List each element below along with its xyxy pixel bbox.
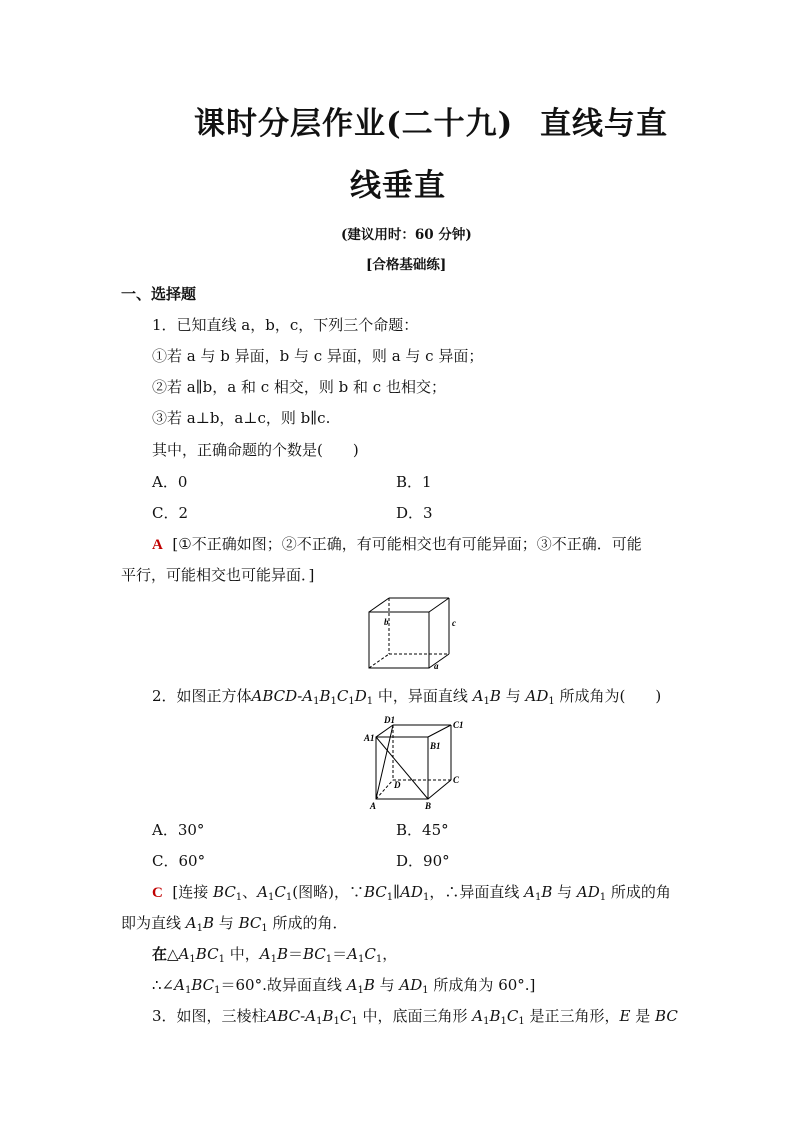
q2-explanation-line3: 在$\triangle A_1BC_1$ 中，$A_1B=BC_1=A_1C_1$， <box>152 945 398 965</box>
q2-explanation-line2: 即为直线 $A_1B$ 与 $BC_1$ 所成的角． <box>121 914 348 934</box>
q1-stem: 1．已知直线 a，b，c，下列三个命题： <box>152 316 419 334</box>
q3-stem: 3．如图，三棱柱ABC-$A_1B_1C_1$ 中，底面三角形 $A_1B_1C_1$ 是正三角形，E 是 BC <box>152 1007 678 1027</box>
page-title: 课时分层作业(二十九) <box>194 106 514 142</box>
q1-cube-figure <box>363 592 459 672</box>
label-D: D <box>394 780 401 790</box>
label-B: B <box>425 801 432 810</box>
label-A: A <box>370 801 377 810</box>
page-title-tail: 直线与直 <box>540 106 668 142</box>
q1-proposition-3: ③若 a⊥b，a⊥c，则 b∥c. <box>152 409 331 427</box>
q2-cube-figure <box>362 714 466 810</box>
q1-explanation-line2: 平行，可能相交也可能异面．] <box>121 566 315 584</box>
label-c: c <box>452 618 456 628</box>
q1-proposition-2: ②若 a∥b，a 和 c 相交，则 b 和 c 也相交； <box>152 378 446 396</box>
q2-explanation-line4: $\therefore\angle A_1BC_1=60^\circ$.故异面直线 $A_1B$ 与 $AD_1$ 所成角为 60°.] <box>152 976 536 996</box>
q2-explanation-line1: C [连接 $BC_1$、$A_1C_1$(图略)，$\because BC_1\parallel AD_1$，∴异面直线 $A_1B$ 与 $AD_1$ 所成的角 <box>152 883 671 903</box>
label-b: b <box>384 617 389 627</box>
practice-level: [合格基础练] <box>366 257 447 273</box>
label-a: a <box>434 661 439 671</box>
q2-option-d: D．90° <box>396 852 450 870</box>
q1-option-d: D．3 <box>396 504 433 522</box>
q2-answer: C <box>152 885 163 901</box>
q2-option-c: C．60° <box>152 852 206 870</box>
q2-stem: 2．如图正方体ABCD-$A_1B_1C_1D_1$ 中，异面直线 $A_1B$ 与 $AD_1$ 所成角为( ) <box>152 687 662 707</box>
section-heading: 一、选择题 <box>121 285 197 303</box>
q1-answer: A <box>152 537 163 553</box>
q2-option-a: A．30° <box>152 821 205 839</box>
q1-question: 其中，正确命题的个数是( ) <box>152 441 359 459</box>
q1-option-b: B．1 <box>396 473 432 491</box>
label-C1: C1 <box>453 720 464 730</box>
q1-option-a: A．0 <box>152 473 188 491</box>
page-title-line2: 线垂直 <box>350 168 446 204</box>
label-C: C <box>453 775 460 785</box>
label-D1: D1 <box>384 715 395 725</box>
suggested-time: (建议用时：60 分钟) <box>341 227 472 243</box>
q2-option-b: B．45° <box>396 821 449 839</box>
label-B1: B1 <box>430 741 441 751</box>
q1-explanation-line1: A [①不正确如图；②不正确，有可能相交也有可能异面；③不正确．可能 <box>152 535 642 553</box>
q1-option-c: C．2 <box>152 504 189 522</box>
label-A1: A1 <box>364 733 375 743</box>
q1-proposition-1: ①若 a 与 b 异面，b 与 c 异面，则 a 与 c 异面； <box>152 347 484 365</box>
